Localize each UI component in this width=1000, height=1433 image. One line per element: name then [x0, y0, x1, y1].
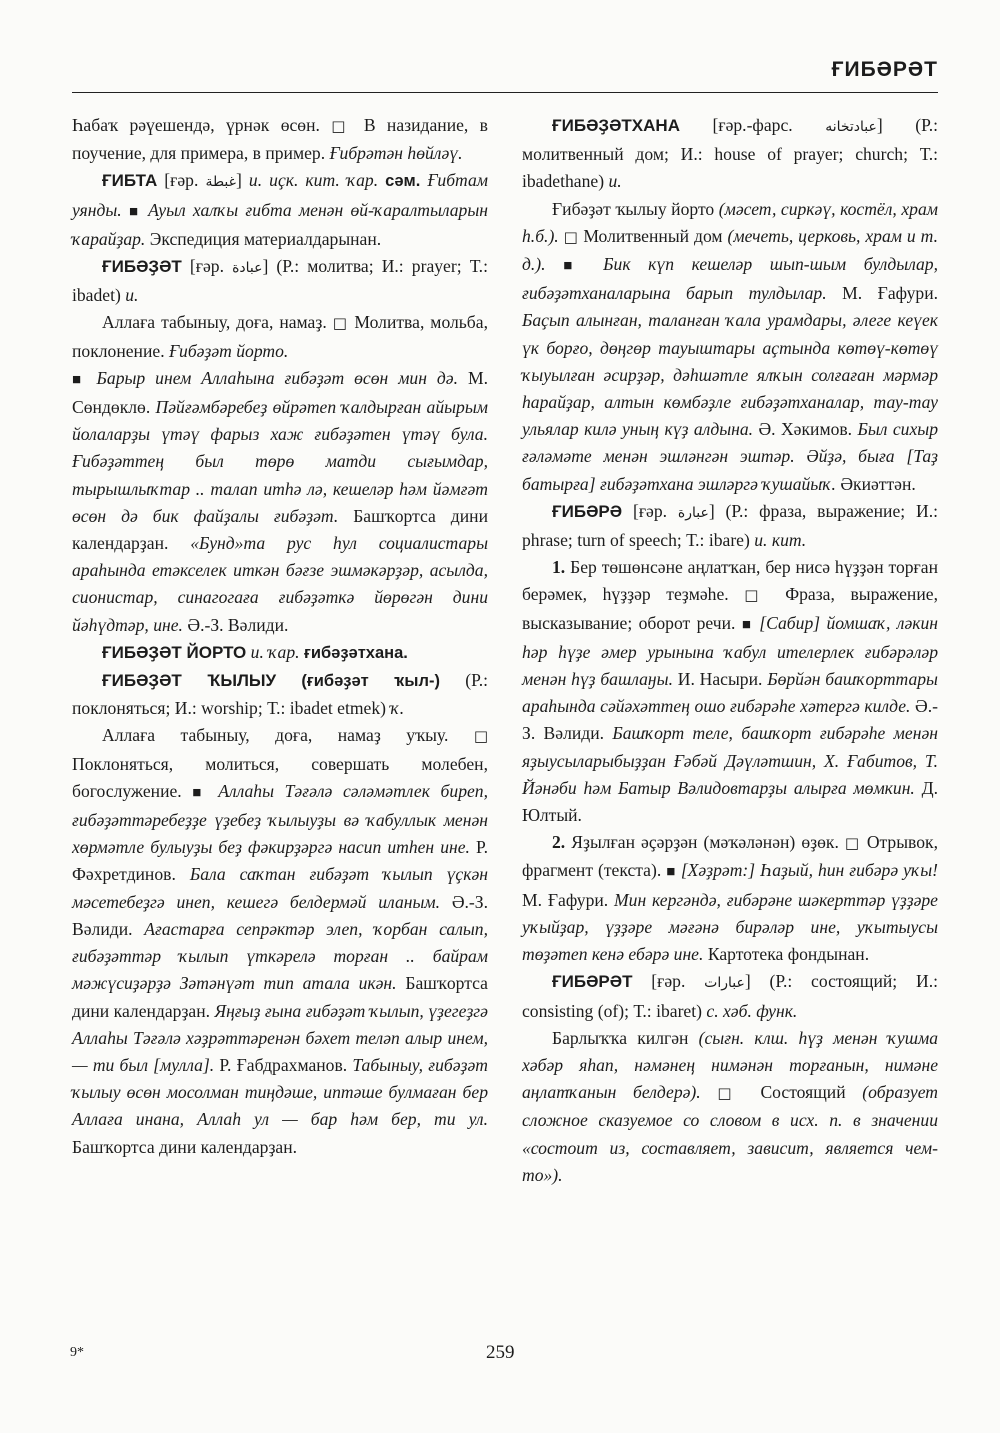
translation-marker-icon: □	[717, 1084, 744, 1103]
entry-gibadat-kylyu: ҒИБӘҘӘТ ҠЫЛЫУ (ғибәҙәт ҡыл-) (Р.: поклоняться; И.: worship; Т.: ibadet etmek) ҡ.	[72, 670, 488, 719]
entry-gibadat-yorto: ҒИБӘҘӘТ ЙОРТО и. ҡар. ғибәҙәтхана.	[102, 641, 408, 662]
example: Ғибрәтән һөйләү.	[329, 143, 463, 164]
headword: ҒИБӘҘӘТ ҠЫЛЫУ	[102, 671, 277, 691]
translation-marker-icon: □	[744, 586, 770, 605]
headword: ҒИБӘРӘ	[552, 501, 623, 521]
headword: ҒИБӘҘӘТ	[102, 257, 182, 277]
example-marker-icon: ■	[128, 203, 141, 220]
example-marker-icon: ■	[563, 258, 586, 275]
cross-reference: ғибәҙәтхана.	[303, 643, 408, 662]
running-head: ҒИБӘРӘТ	[831, 58, 938, 81]
translation-marker-icon: □	[844, 834, 861, 853]
entry-gibadatkhana: ҒИБӘҘӘТХАНА [ғәр.-фарс. عبادتخانه] (Р.: молитвенный дом; И.: house of prayer; church; Т.: ibadethane) и.	[522, 115, 938, 192]
translation-marker-icon: □	[473, 727, 488, 746]
arabic-etymon: عبادتخانه	[825, 119, 877, 135]
translation-marker-icon: □	[332, 314, 349, 333]
arabic-etymon: عبادة	[232, 260, 263, 277]
headword: ҒИБТА	[102, 171, 158, 191]
translation-marker-icon: □	[563, 227, 579, 246]
entry-gibadat: ҒИБӘҘӘТ [ғәр. عبادة] (Р.: молитва; И.: prayer; Т.: ibadet) и.	[72, 256, 488, 306]
arabic-etymon: عبارات	[704, 975, 745, 992]
arabic-etymon: عبارة	[677, 504, 709, 521]
headword: ҒИБӘҘӘТХАНА	[552, 116, 680, 135]
signature-mark: 9*	[70, 1345, 84, 1360]
entry-gibara-sense-1: 1. Бер төшөнсәне аңлатҡан, бер нисә һүҙҙән торған берәмек, һүҙҙәр теҙмәһе. □ Фраза, выражение, высказывание; оборот речи. ■ [Сабир] йомшаҡ, ләкин һәр һүҙе әмер урынына ҡабул ителерлек ғибәрәләр менән һүҙ башлаӈы. И. Насыри. Бөрйән башҡорттары араһында сәйәхәттең ошо ғибәрәһе хәтергә килде. Ә.-З. Вәлиди. Башҡорт теле, башҡорт ғибәрәһе менән яҙыусыларыбыҙҙан Ғәбәй Дәүләтшин, Х. Ғабитов, Т. Йәнәби һәм Батыр Вәлидовтарҙы алырға мөмкин. Д. Юлтый.	[522, 557, 939, 826]
page-number: 259	[486, 1342, 515, 1363]
entry-gibarat: ҒИБӘРӘТ [ғәр. عبارات] (Р.: состоящий; И.: consisting (of); Т.: ibaret) с. хәб. функ.	[522, 971, 938, 1021]
headword: ҒИБӘҘӘТ ЙОРТО	[102, 642, 247, 662]
headword: ҒИБӘРӘТ	[552, 972, 633, 992]
entry-gibadat-body: Аллаға табыныу, доға, намаҙ. □ Молитва, мольба, поклонение. Ғибәҙәт йорто.	[72, 312, 488, 361]
entry-gibara: ҒИБӘРӘ [ғәр. عبارة] (Р.: фраза, выражение; И.: phrase; turn of speech; Т.: ibare) и. кит.	[522, 500, 938, 551]
example-marker-icon: ■	[741, 616, 753, 633]
entry-gibarat-body: Барлыҡҡа килгән (сығн. клш. һүҙ менән ҡушма хәбәр яһап, нәмәнең нимәнән торғанын, нимәне аңлатҡанын белдерә). □ Состоящий (образует сложное сказуемое со словом в исх. п. в значении «состоит из, составляет, зависит, является чем-то»).	[522, 1027, 939, 1185]
example-marker-icon: ■	[666, 864, 676, 881]
entry-gibadatkhana-body: Ғибәҙәт ҡылыу йорто (мәсет, сиркәү, костёл, храм һ.б.). □ Молитвенный дом (мечеть, церковь, храм и т. д.). ■ Бик күп кешеләр шып-шым булдылар, ғибәҙәтханаларына барып тулдылар. М. Ғафури. Баҫып алынған, таланған ҡала урамдары, әлеге кеүек үк борғо, дөңгөр тауыштары аҫтында көтөү-көтөү ҡыуылған әсирҙәр, дәһшәтле ялҡын солғаған мәрмәр һарайҙар, алтын көмбәҙле ғибәҙәтханалар, тау-тау ульялар килә уның күҙ алдына. Ә. Хәкимов. Был сихыр ғәләмәте менән эшләнгән эштәр. Әйҙә, быға [Таҙ батырға] ғибәҙәтхана эшләргә ҡушайыҡ. Әкиәттән.	[522, 198, 939, 494]
right-column	[522, 112, 938, 1189]
left-column	[72, 112, 488, 1161]
continued-entry: Һабаҡ рәүешендә, үрнәк өсөн. □ В назидание, в поучение, для примера, в пример. Ғибрәтән һөйләү.	[72, 115, 488, 164]
example-marker-icon: ■	[72, 371, 87, 388]
translation-marker-icon: □	[331, 117, 353, 135]
header-rule	[72, 92, 938, 93]
entry-gibara-sense-2: 2. Яҙылған әҫәрҙән (мәҡәләнән) өҙөк. □ Отрывок, фрагмент (текста). ■ [Хәҙрәт:] Һаҙый, һин ғибәрә уҡы! М. Ғафури. Мин кергәндә, ғибәрәне шәкерттәр үҙҙәре уҡыйҙар, үҙҙәре мәғәнә бирәләр ине, уҡытыусы төҙәтеп кенә ебәрә ине. Картотека фондынан.	[522, 832, 938, 965]
arabic-etymon: غبطة	[205, 174, 236, 191]
example-marker-icon: ■	[192, 784, 208, 801]
entry-gibadat-kylyu-body: Аллаға табыныу, доға, намаҙ уҡыу. □ Поклоняться, молиться, совершать молебен, богослужение. ■ Аллаһы Тәғәлә сәләмәтлек биреп, ғибәҙәттәребеҙҙе үҙебеҙ ҡылыуҙы вә ҡабуллык менән хөрмәтле булыуҙы беҙ фәкирҙәргә насип итһен ине. Р. Фәхретдинов. Бала саҡтан ғибәҙәт ҡылып үҫкән мәсетебеҙгә инеп, кешегә белдермәй иланым. Ә.-З. Вәлиди. Ағастарға сепрәктәр элеп, ҡорбан салып, ғибәҙәттәр ҡылып үткәрелә торған .. байрам мәжүсиҙәрҙә Зәтәнүәт тип атала икән. Башҡортса дини календарҙан. Яңғыҙ ғына ғибәҙәт ҡылып, үҙегеҙгә Аллаһы Тәғәлә хәҙрәттәренән бәхет теләп алыр инем, — ти был [мулла]. Р. Ғабдрахманов. Табыныу, ғибәҙәт ҡылыу өсөн мосолман тиңдәше, иптәше булмаған бер Аллаға инана, Аллаһ ул — бар һәм бер, ти ул. Башҡортса дини календарҙан.	[72, 725, 488, 1157]
cross-reference: сәм.	[385, 172, 421, 191]
entry-gibadat-examples: ■ Барыр инем Аллаһына ғибәҙәт өсөн мин дә. М. Сөндөклө. Пәйғәмбәребеҙ өйрәтеп ҡалдырған айырым йолаларҙы үтәү фарыз хаж ғибәҙәтен үтәү була. Ғибәҙәттең был төрө матди сығымдар, тырышлыҡтар .. талап итһә лә, кешеләр һәм йәмғәт өсөн дә бик файҙалы ғибәҙәт. Башҡортса дини календарҙан. «Бунд»та рус һул социалистары араһында етәкселек иткән бәғзе эшмәкәрҙәр, асылда, сионистар, синагогаға ғибәҙәткә йөрөгән дини йәһүдтәр, ине. Ә.-З. Вәлиди.	[72, 367, 488, 635]
entry-gibta: ҒИБТА [ғәр. غبطة] и. иҫк. кит. ҡар. сәм. Ғибтам уянды. ■ Ауыл халҡы ғибта менән өй-ҡаралтыларын ҡарайҙар. Экспедиция материалдарынан.	[72, 170, 489, 249]
